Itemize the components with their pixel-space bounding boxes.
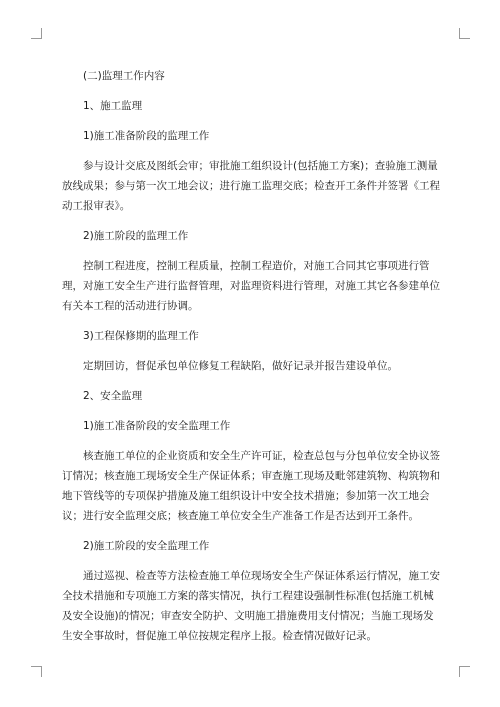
paragraph-safety-preparation-stage: 核查施工单位的企业资质和安全生产许可证，检查总包与分包单位安全协议签订情况；核查施工现场安全生产保证体系；审查施工现场及毗邻建筑物、构筑物和地下管线等的专项保护措施及施工组织设计中安全技术措施；参加第一次工地会议；进行安全监理交底；核查施工单位安全生产准备工作是否达到开工条件。 — [62, 450, 440, 522]
crop-mark-top-right — [459, 28, 470, 39]
subheading-construction-stage: 2)施工阶段的监理工作 — [83, 230, 189, 242]
subheading-safety-construction-stage: 2)施工阶段的安全监理工作 — [83, 540, 210, 552]
crop-mark-bottom-right — [459, 666, 470, 677]
subheading-preparation-stage: 1)施工准备阶段的监理工作 — [83, 130, 210, 142]
crop-mark-top-left — [31, 28, 42, 39]
document-body — [62, 66, 440, 656]
subheading-warranty-period: 3)工程保修期的监理工作 — [83, 330, 199, 342]
main-heading: (二)监理工作内容 — [83, 70, 165, 82]
paragraph-safety-construction-stage: 通过巡视、检查等方法检查施工单位现场安全生产保证体系运行情况，施工安全技术措施和专项施工方案的落实情况，执行工程建设强制性标准(包括施工机械及安全设施)的情况；审查安全防护、文明施工措施费用支付情况；当施工现场发生安全事故时，督促施工单位按规定程序上报。检查情况做好记录。 — [62, 570, 440, 642]
paragraph-construction-stage: 控制工程进度，控制工程质量，控制工程造价，对施工合同其它事项进行管理，对施工安全生产进行监督管理，对监理资料进行管理，对施工其它各参建单位有关本工程的活动进行协调。 — [62, 260, 440, 312]
subheading-safety-preparation-stage: 1)施工准备阶段的安全监理工作 — [83, 420, 231, 432]
paragraph-preparation-stage: 参与设计交底及图纸会审；审批施工组织设计(包括施工方案)；查验施工测量放线成果；参与第一次工地会议；进行施工监理交底；检查开工条件并签署《工程动工报审表》。 — [62, 160, 440, 212]
crop-mark-bottom-left — [31, 666, 42, 677]
section-heading-safety-supervision: 2、安全监理 — [83, 390, 143, 402]
paragraph-warranty-period: 定期回访，督促承包单位修复工程缺陷，做好记录并报告建设单位。 — [83, 360, 398, 372]
section-heading-construction-supervision: 1、施工监理 — [83, 100, 143, 112]
